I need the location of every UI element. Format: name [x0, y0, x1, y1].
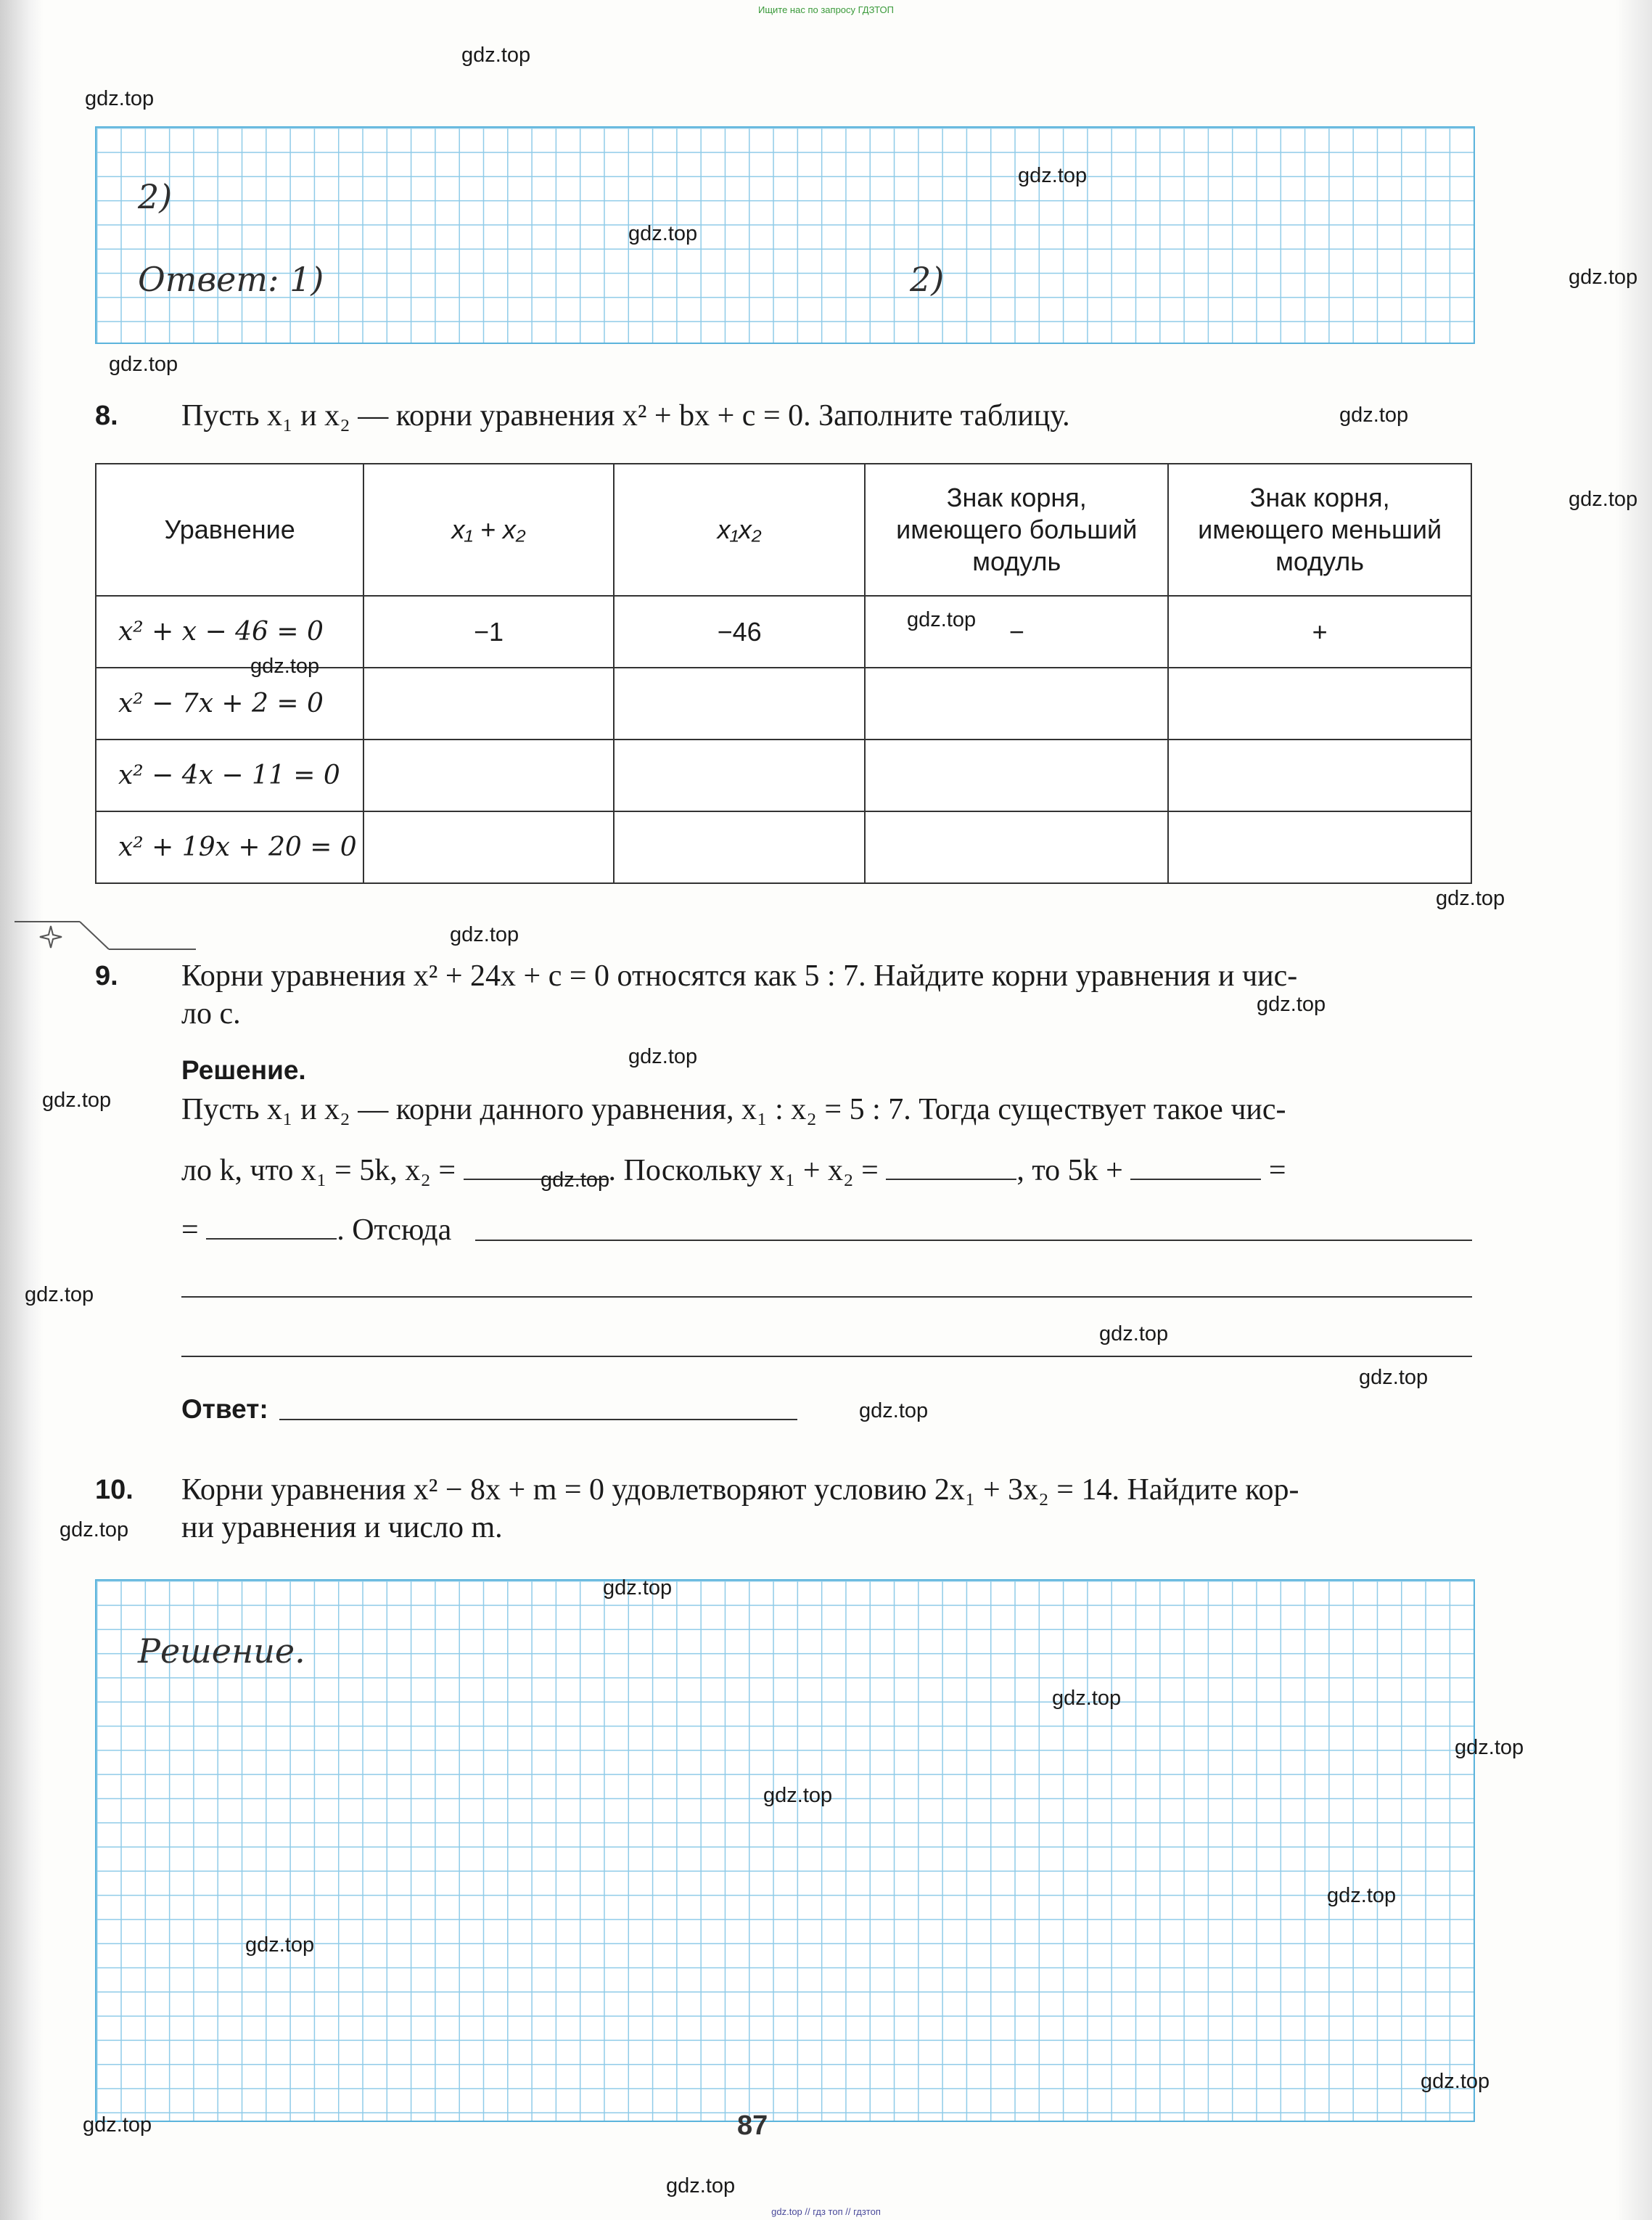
watermark: gdz.top [85, 87, 155, 110]
blank-value[interactable] [206, 1213, 337, 1240]
watermark: gdz.top [1359, 1366, 1429, 1389]
watermark: gdz.top [25, 1283, 94, 1306]
header-cell: Знак корня, имеющего меньший модуль [1168, 464, 1471, 596]
watermark: gdz.top [763, 1784, 833, 1807]
watermark: gdz.top [1327, 1884, 1397, 1907]
sign-larger-cell[interactable] [865, 811, 1168, 883]
watermark: gdz.top [907, 608, 977, 631]
bottom-note: gdz.top // гдз топ // гдзтоп [771, 2206, 881, 2217]
product-cell: −46 [614, 596, 866, 668]
header-cell: Уравнение [96, 464, 363, 596]
watermark: gdz.top [603, 1576, 673, 1600]
watermark: gdz.top [250, 655, 320, 678]
task-text: ло c. [181, 997, 241, 1031]
watermark: gdz.top [1436, 887, 1505, 910]
watermark: gdz.top [109, 353, 178, 376]
watermark: gdz.top [628, 1045, 698, 1068]
sum-cell[interactable] [363, 811, 614, 883]
watermark: gdz.top [1018, 164, 1088, 187]
solution-text: . Отсюда [337, 1213, 452, 1247]
sign-larger-cell[interactable] [865, 740, 1168, 811]
watermark: gdz.top [1052, 1687, 1122, 1710]
equation-cell: x² + x − 46 = 0 [96, 596, 363, 668]
handwritten-answer-label: Ответ: 1) [138, 260, 324, 299]
solution-label: Решение. [181, 1055, 306, 1085]
watermark: gdz.top [42, 1089, 112, 1112]
equation-cell: x² − 4x − 11 = 0 [96, 740, 363, 811]
task-number: 8. [95, 401, 118, 431]
task-number: 9. [95, 961, 118, 991]
sign-larger-cell[interactable] [865, 668, 1168, 740]
blank-term[interactable] [1130, 1154, 1261, 1180]
sum-cell: −1 [363, 596, 614, 668]
answer-line[interactable] [279, 1419, 797, 1420]
blank-sum[interactable] [886, 1154, 1016, 1180]
book-spine-shadow [0, 0, 44, 2220]
watermark: gdz.top [1099, 1322, 1169, 1345]
answer-line[interactable] [475, 1240, 1472, 1241]
watermark: gdz.top [461, 44, 531, 67]
solution-text: ло k, что x₁ = 5k, x₂ = [181, 1154, 456, 1187]
sum-cell[interactable] [363, 740, 614, 811]
answer-grid-top [95, 126, 1475, 344]
watermark: gdz.top [1455, 1736, 1524, 1759]
answer-line[interactable] [181, 1356, 1472, 1357]
equation-cell: x² − 7x + 2 = 0 [96, 668, 363, 740]
solution-line: Пусть x₁ и x₂ — корни данного уравнения, x₁ : x₂ = 5 : 7. Тогда существует такое чис- [181, 1093, 1286, 1126]
watermark: gdz.top [541, 1168, 610, 1192]
sign-smaller-cell[interactable] [1168, 740, 1471, 811]
watermark: gdz.top [628, 222, 698, 245]
task-text: Корни уравнения x² + 24x + c = 0 относятся как 5 : 7. Найдите корни уравнения и чис- [181, 959, 1298, 993]
solution-line [181, 1151, 1480, 1190]
solution-text: = [181, 1213, 199, 1247]
handwritten-answer-part2: 2) [910, 260, 945, 299]
difficulty-marker-icon [15, 920, 196, 951]
answer-label: Ответ: [181, 1394, 268, 1424]
watermark: gdz.top [1339, 404, 1409, 427]
watermark: gdz.top [83, 2113, 152, 2137]
sign-smaller-cell[interactable] [1168, 668, 1471, 740]
table-header-row [96, 464, 1471, 596]
product-cell[interactable] [614, 668, 866, 740]
task-text: ни уравнения и число m. [181, 1511, 503, 1544]
top-note: Ищите нас по запросу ГДЗТОП [757, 4, 894, 15]
watermark: gdz.top [59, 1518, 129, 1541]
watermark: gdz.top [450, 923, 519, 946]
sign-smaller-cell[interactable] [1168, 811, 1471, 883]
watermark: gdz.top [1569, 488, 1638, 511]
handwritten-item-2: 2) [138, 177, 173, 216]
table-row [96, 811, 1471, 883]
task-number: 10. [95, 1475, 133, 1505]
solution-text: . Поскольку x₁ + x₂ = [608, 1154, 879, 1187]
equation-cell: x² + 19x + 20 = 0 [96, 811, 363, 883]
answer-line[interactable] [181, 1296, 1472, 1298]
task-text: Корни уравнения x² − 8x + m = 0 удовлетворяют условию 2x₁ + 3x₂ = 14. Найдите кор- [181, 1473, 1299, 1507]
page-number: 87 [737, 2110, 768, 2141]
watermark: gdz.top [859, 1399, 929, 1422]
task-text: Пусть x₁ и x₂ — корни уравнения x² + bx + c = 0. Заполните таблицу. [181, 399, 1070, 433]
solution-line [181, 1211, 451, 1250]
watermark: gdz.top [1569, 266, 1638, 289]
solution-text: = [1268, 1154, 1286, 1187]
table-row [96, 740, 1471, 811]
page-edge-shadow [1616, 0, 1652, 2220]
watermark: gdz.top [666, 2174, 736, 2198]
header-cell: x₁x₂ [614, 464, 866, 596]
header-cell: x₁ + x₂ [363, 464, 614, 596]
watermark: gdz.top [1421, 2070, 1490, 2093]
handwritten-solution-label: Решение. [138, 1631, 305, 1671]
watermark: gdz.top [245, 1933, 315, 1957]
header-cell: Знак корня, имеющего больший модуль [865, 464, 1168, 596]
sum-cell[interactable] [363, 668, 614, 740]
product-cell[interactable] [614, 740, 866, 811]
watermark: gdz.top [1257, 993, 1326, 1016]
product-cell[interactable] [614, 811, 866, 883]
sign-smaller-cell: + [1168, 596, 1471, 668]
sign-larger-cell: − [865, 596, 1168, 668]
solution-text: , то 5k + [1016, 1154, 1123, 1187]
